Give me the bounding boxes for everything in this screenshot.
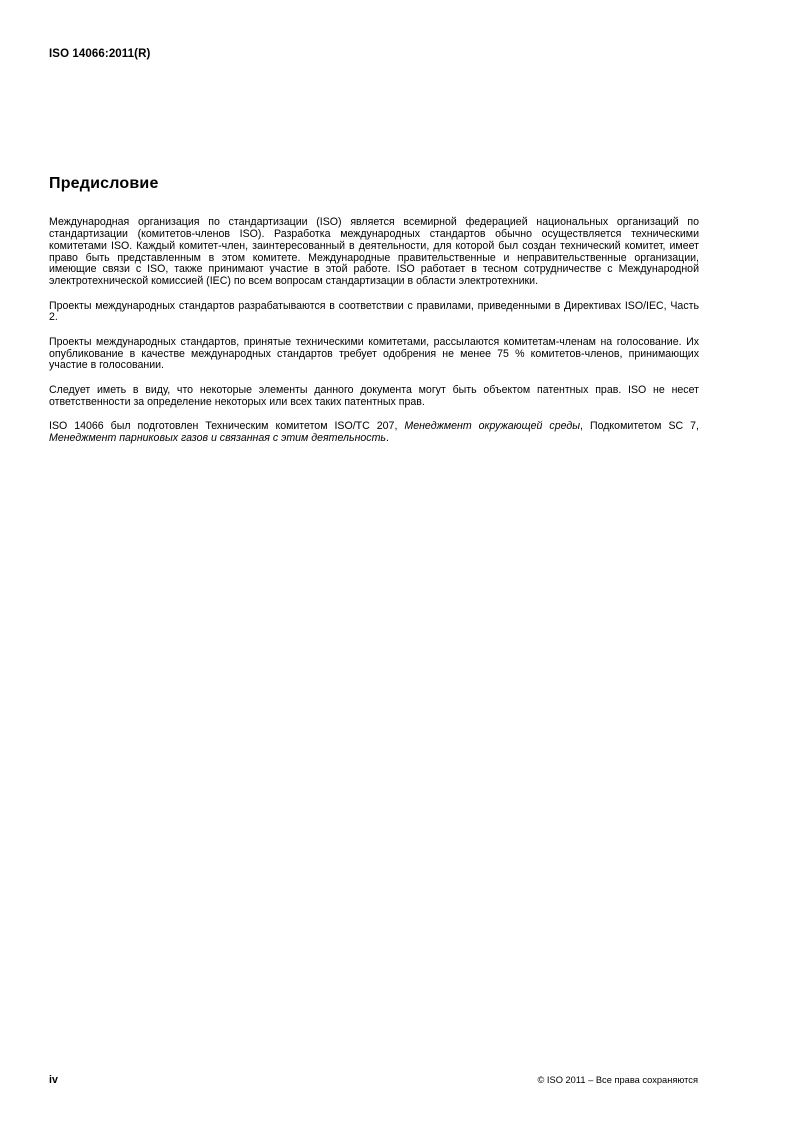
paragraph-voting: Проекты международных стандартов, принятые техническими комитетами, рассылаются комитетам-членам на голосование. Их опубликование в качестве международных стандартов требует одобрения не менее 75 % комитетов-членов, принимающих участие в голосовании.: [49, 335, 699, 372]
committee-text-part2: , Подкомитетом SC 7,: [580, 419, 699, 432]
paragraph-committee: [49, 421, 699, 445]
page-number: iv: [49, 1074, 58, 1086]
committee-text-part3: .: [385, 431, 389, 444]
document-code: ISO 14066:2011(R): [49, 48, 151, 60]
subcommittee-title: Менеджмент парниковых газов и связанная с этим деятельность: [49, 431, 386, 444]
technical-committee-title: Менеджмент окружающей среды: [404, 419, 581, 432]
foreword-body: [49, 217, 699, 445]
paragraph-iso-organization: Международная организация по стандартизации (ISO) является всемирной федерацией национальных организаций по стандартизации (комитетов-членов ISO). Разработка международных стандартов обычно осуществляется техническими комитетами ISO. Каждый комитет-член, заинтересованный в деятельности, для которой был создан технический комитет, имеет право быть представленным в этом комитете. Международные правительственные и неправительственные организации, имеющие связи с ISO, также принимают участие в этой работе. ISO работает в тесном сотрудничестве с Международной электротехнической комиссией (IEC) по всем вопросам стандартизации в области электротехники.: [49, 216, 699, 288]
paragraph-patent-rights: Следует иметь в виду, что некоторые элементы данного документа могут быть объектом патентных прав. ISO не несет ответственности за определение некоторых или всех таких патентных прав.: [49, 383, 699, 408]
committee-text-part1: ISO 14066 был подготовлен Техническим комитетом ISO/TC 207,: [49, 419, 405, 432]
section-title: Предисловие: [49, 175, 159, 192]
copyright-notice: © ISO 2011 – Все права сохраняются: [537, 1075, 698, 1085]
paragraph-directives: Проекты международных стандартов разрабатываются в соответствии с правилами, приведенными в Директивах ISO/IEC, Часть 2.: [49, 299, 699, 324]
